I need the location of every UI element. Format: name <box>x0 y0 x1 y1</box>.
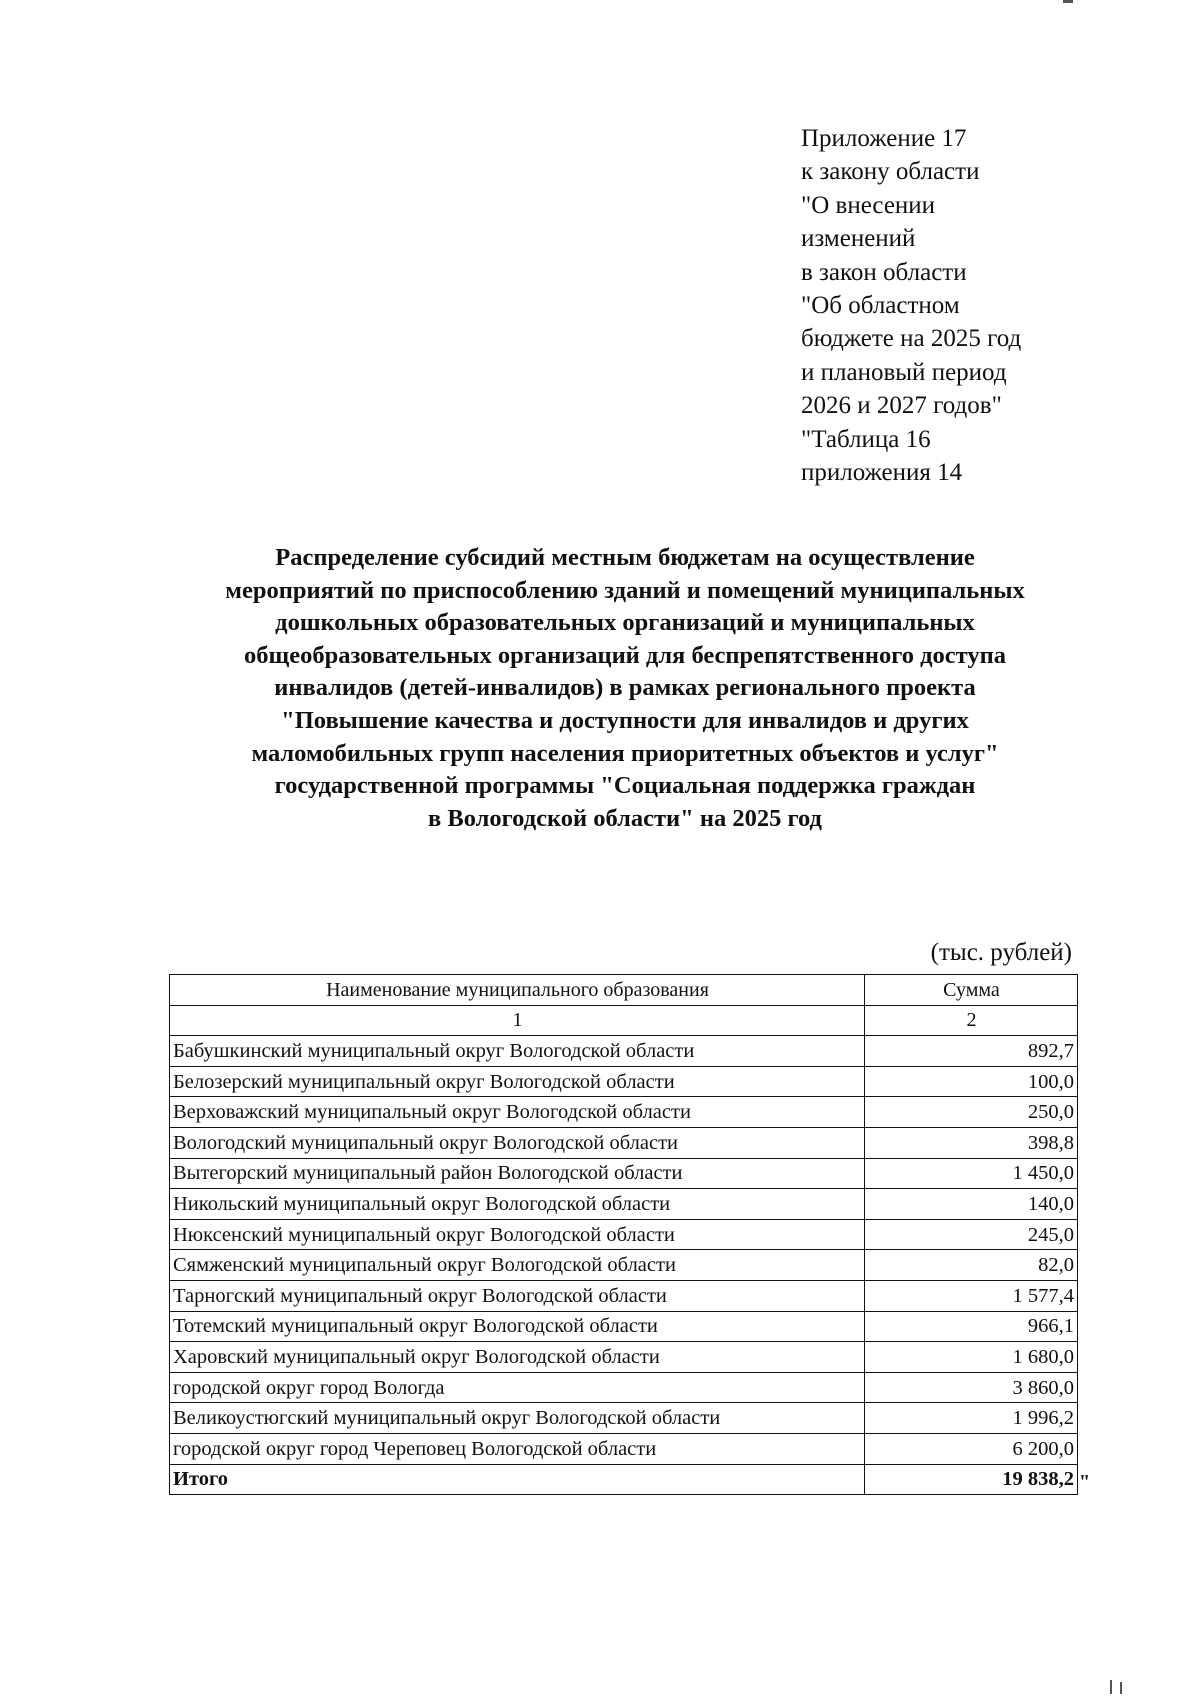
subsidy-amount: 100,0 <box>865 1066 1078 1097</box>
column-number-name: 1 <box>170 1005 865 1036</box>
table-row <box>170 1219 1078 1250</box>
title-line: мероприятий по приспособлению зданий и помещений муниципальных <box>225 576 1025 604</box>
appendix-line: "О внесении <box>801 191 936 219</box>
subsidy-table-wrapper <box>169 974 1077 1495</box>
municipality-name: Харовский муниципальный округ Вологодской области <box>170 1342 865 1373</box>
subsidy-amount: 398,8 <box>865 1127 1078 1158</box>
municipality-name: Великоустюгский муниципальный округ Вологодской области <box>170 1403 865 1434</box>
appendix-line: "Об областном <box>801 292 960 320</box>
municipality-name: Белозерский муниципальный округ Вологодской области <box>170 1066 865 1097</box>
municipality-name: Сямженский муниципальный округ Вологодской области <box>170 1250 865 1281</box>
appendix-line: приложения 14 <box>801 459 963 487</box>
table-body <box>170 1036 1078 1464</box>
table-header-row <box>170 975 1078 1006</box>
municipality-name: Верховажский муниципальный округ Вологодской области <box>170 1097 865 1128</box>
subsidy-amount: 3 860,0 <box>865 1372 1078 1403</box>
municipality-name: городской округ город Череповец Вологодской области <box>170 1433 865 1464</box>
header-amount: Сумма <box>865 975 1078 1006</box>
subsidy-amount: 892,7 <box>865 1036 1078 1067</box>
subsidy-amount: 966,1 <box>865 1311 1078 1342</box>
title-line: общеобразовательных организаций для беспрепятственного доступа <box>244 641 1006 669</box>
subsidy-amount: 1 680,0 <box>865 1342 1078 1373</box>
appendix-line: "Таблица 16 <box>801 425 931 453</box>
appendix-line: в закон области <box>801 258 967 286</box>
table-row <box>170 1342 1078 1373</box>
table-row <box>170 1433 1078 1464</box>
scan-artifact <box>1120 1682 1122 1694</box>
municipality-name: Никольский муниципальный округ Вологодской области <box>170 1189 865 1220</box>
appendix-line: изменений <box>801 225 916 253</box>
subsidy-amount: 140,0 <box>865 1189 1078 1220</box>
column-number-amount: 2 <box>865 1005 1078 1036</box>
table-row <box>170 1036 1078 1067</box>
appendix-line: к закону области <box>801 158 980 186</box>
subsidy-amount: 1 996,2 <box>865 1403 1078 1434</box>
subsidy-amount: 250,0 <box>865 1097 1078 1128</box>
title-line: инвалидов (детей-инвалидов) в рамках регионального проекта <box>274 674 976 702</box>
title-line: в Вологодской области" на 2025 год <box>428 804 822 832</box>
subsidy-table <box>169 974 1078 1495</box>
title-line: дошкольных образовательных организаций и муниципальных <box>275 609 975 637</box>
header-name: Наименование муниципального образования <box>170 975 865 1006</box>
subsidy-amount: 1 577,4 <box>865 1280 1078 1311</box>
municipality-name: Нюксенский муниципальный округ Вологодской области <box>170 1219 865 1250</box>
total-label: Итого <box>170 1464 865 1495</box>
table-row <box>170 1127 1078 1158</box>
appendix-reference <box>801 122 1131 489</box>
appendix-line: и плановый период <box>801 358 1007 386</box>
document-title <box>130 542 1120 835</box>
table-row <box>170 1097 1078 1128</box>
total-amount: 19 838,2 <box>865 1464 1078 1495</box>
title-line: Распределение субсидий местным бюджетам на осуществление <box>275 544 975 571</box>
table-row <box>170 1250 1078 1281</box>
municipality-name: Вытегорский муниципальный район Вологодской области <box>170 1158 865 1189</box>
municipality-name: Тарногский муниципальный округ Вологодской области <box>170 1280 865 1311</box>
table-row <box>170 1311 1078 1342</box>
table-row <box>170 1372 1078 1403</box>
subsidy-amount: 1 450,0 <box>865 1158 1078 1189</box>
subsidy-amount: 82,0 <box>865 1250 1078 1281</box>
title-line: государственной программы "Социальная поддержка граждан <box>274 772 976 800</box>
title-line: маломобильных групп населения приоритетных объектов и услуг" <box>251 739 999 767</box>
appendix-line: 2026 и 2027 годов" <box>801 392 1002 420</box>
closing-quote-mark: " <box>1079 1471 1091 1493</box>
table-row <box>170 1158 1078 1189</box>
scan-artifact <box>1063 0 1073 3</box>
scan-artifact <box>1110 1680 1112 1694</box>
table-row <box>170 1403 1078 1434</box>
title-line: "Повышение качества и доступности для инвалидов и других <box>281 706 969 734</box>
table-row <box>170 1066 1078 1097</box>
municipality-name: городской округ город Вологда <box>170 1372 865 1403</box>
table-row <box>170 1189 1078 1220</box>
column-number-row <box>170 1005 1078 1036</box>
units-label: (тыс. рублей) <box>930 939 1072 966</box>
total-row <box>170 1464 1078 1495</box>
subsidy-amount: 245,0 <box>865 1219 1078 1250</box>
appendix-line: Приложение 17 <box>801 125 967 152</box>
table-row <box>170 1280 1078 1311</box>
appendix-line: бюджете на 2025 год <box>801 325 1022 353</box>
municipality-name: Бабушкинский муниципальный округ Вологодской области <box>170 1036 865 1067</box>
subsidy-amount: 6 200,0 <box>865 1433 1078 1464</box>
municipality-name: Вологодский муниципальный округ Вологодской области <box>170 1127 865 1158</box>
municipality-name: Тотемский муниципальный округ Вологодской области <box>170 1311 865 1342</box>
